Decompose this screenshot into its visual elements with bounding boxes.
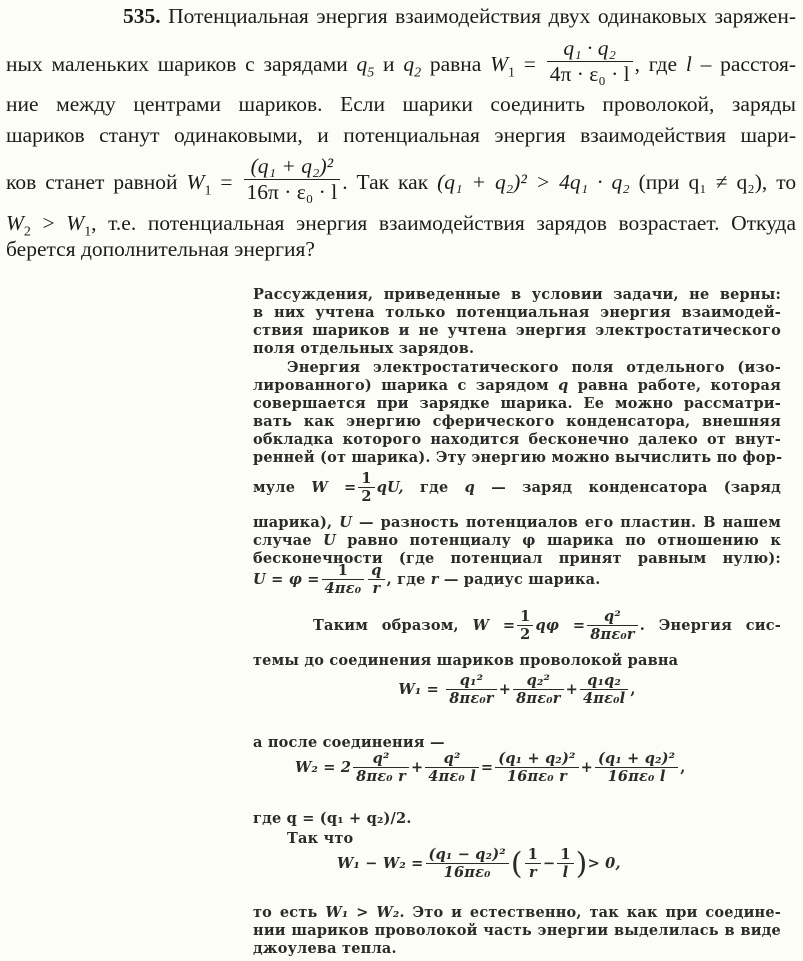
problem-line-6: $W_2 > W_1$, т.е. потенциальная энергия взаимодействия зарядов возрастает. Откуда	[6, 211, 797, 240]
formula-capacitor-energy: W = $\frac{1}{2}$ qU,	[311, 470, 404, 506]
inequality: (q₁ + q₂)² > 4q₁ · q₂	[437, 170, 630, 195]
solution-line: темы до соединения шариков проволокой равна	[253, 652, 679, 669]
solution-line: случае U равно потенциалу φ шарика по отношению к	[253, 532, 781, 549]
formula-sphere-energy: W = $\frac{1}{2}$ qφ = $\frac{\text{q²}}{\text{8πε₀r}}$	[473, 617, 640, 634]
formula-potential: U = φ = $\frac{1}{\text{4πε₀}}$ $\frac{q}{r}$	[253, 571, 387, 588]
solution-line: поля отдельных зарядов.	[253, 340, 475, 357]
solution-line: где q = (q₁ + q₂)/2.	[253, 810, 412, 827]
solution-line: то есть W₁ > W₂. Это и естественно, так как при соедине-	[253, 904, 781, 921]
solution-formula-line: Таким образом, W = $\frac{1}{2}$ qφ = $\frac{\text{q²}}{\text{8πε₀r}}$ . Энергия сис-	[313, 608, 781, 644]
problem-line-3: ние между центрами шариков. Если шарики соединить проволокой, заряды	[6, 92, 796, 116]
solution-line: шарика), U — разность потенциалов его пластин. В нашем	[253, 514, 782, 531]
solution-formula-line: U = φ = $\frac{1}{\text{4πε₀}}$ $\frac{q}{r}$ , где r — радиус шарика.	[253, 562, 601, 598]
solution-line: лированного) шарика с зарядом q равна работе, которая	[253, 377, 781, 394]
solution-line: вать как энергию сферического конденсатора, внешняя	[253, 413, 781, 430]
solution-line: Рассуждения, приведенные в условии задачи, не верны:	[253, 286, 781, 303]
problem-line-1: 535. Потенциальная энергия взаимодействия двух одинаковых заряжен-	[123, 4, 796, 28]
solution-line: нии шариков проволокой часть энергии выделилась в виде	[253, 922, 781, 939]
solution-line: бесконечности (где потенциал принят равным нулю):	[253, 550, 781, 567]
formula-w1-connected: $W_1$ = $\frac{\text{(q₁ + q₂)²}}{\text{16π · ε₀ · l}}$	[187, 170, 343, 194]
solution-line: совершается при зарядке шарика. Ее можно рассматри-	[253, 395, 781, 412]
solution-line: ствия шариков и не учтена энергия электростатического	[253, 322, 781, 339]
formula-w1-interaction: $W_1$ = $\frac{\text{q₁ · q₂}}{\text{4π · ε₀ · l}}$	[490, 52, 635, 76]
problem-line-5: ков станет равной $W_1$ = $\frac{\text{(q₁ + q₂)²}}{\text{16π · ε₀ · l}}$ . Так как (q₁ + q₂)² > 4q₁ · q₂ (при q₁ ≠ q₂), то	[6, 154, 797, 204]
formula-w1-system: W₁ = $\frac{\text{q₁²}}{\text{8πε₀r}}$ + $\frac{\text{q₂²}}{\text{8πε₀r}}$ + $\frac{\text{q₁q₂}}{\text{4πε₀l}}$ ,	[398, 672, 636, 708]
problem-number: 535.	[123, 4, 161, 28]
formula-w2-system: W₂ = 2 $\frac{\text{q²}}{\text{8πε₀ r}}$ + $\frac{\text{q²}}{\text{4πε₀ l}}$ = $\frac{\text{(q₁ + q₂)²}}{\text{16πε₀ r}}$ + $\frac{\text{(q₁ + q₂)²}}{\text{16πε₀ l}}$ ,	[295, 750, 686, 786]
problem-line-2: ных маленьких шариков с зарядами $q_5$ и $q_2$ равна $W_1$ = $\frac{\text{q₁ · q₂}}{\text{4π · ε₀ · l}}$ , где l – расстоя-	[6, 36, 796, 86]
solution-line: Энергия электростатического поля отдельного (изо-	[287, 359, 781, 376]
formula-energy-difference: W₁ − W₂ = $\frac{\text{(q₁ − q₂)²}}{\text{16πε₀}}$ ( $\frac{1}{r}$ − $\frac{1}{l}$ )> 0,	[337, 846, 621, 882]
solution-formula-line: муле W = $\frac{1}{2}$ qU, где q — заряд конденсатора (заряд	[253, 470, 782, 506]
solution-line: джоулева тепла.	[253, 940, 397, 957]
solution-line: ренней (от шарика). Эту энергию можно вычислить по фор-	[253, 449, 783, 466]
problem-line-4: шариков станут одинаковыми, и потенциальная энергия взаимодействия шари-	[6, 123, 796, 147]
solution-line: обкладка которого находится бесконечно далеко от внут-	[253, 431, 781, 448]
solution-line: а после соединения —	[253, 734, 445, 751]
solution-line: в них учтена только потенциальная энергия взаимодей-	[253, 304, 781, 321]
problem-line-7: берется дополнительная энергия?	[6, 237, 315, 261]
solution-line: Так что	[287, 830, 354, 847]
